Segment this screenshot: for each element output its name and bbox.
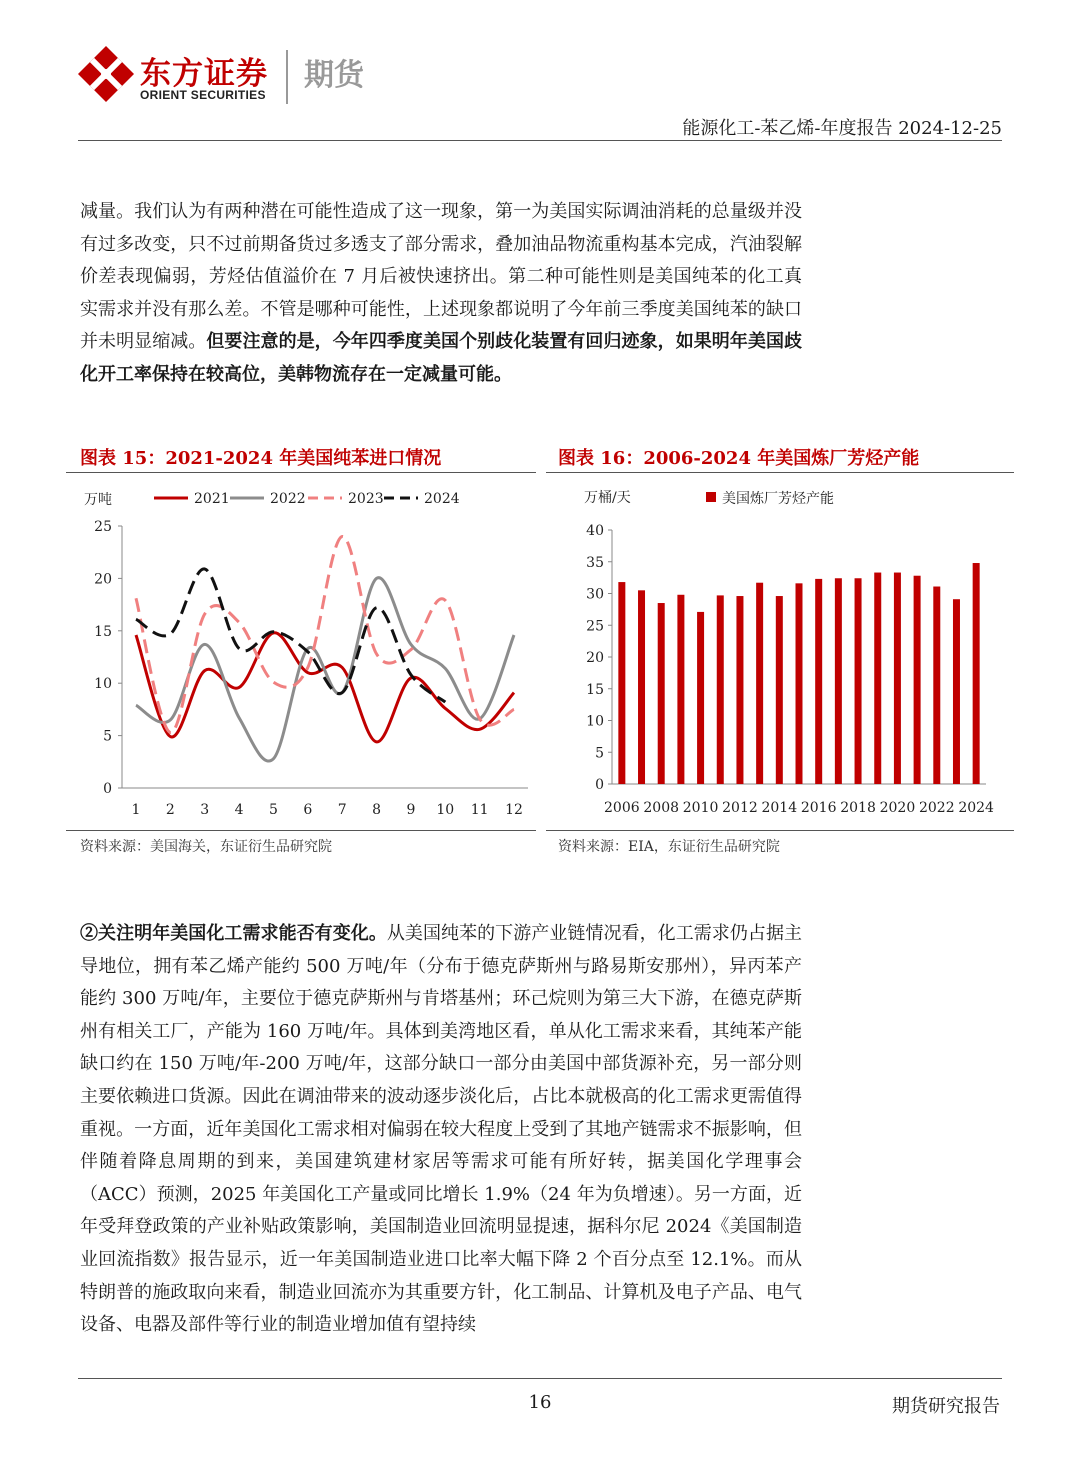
y-axis-unit-label: 万桶/天: [584, 490, 631, 506]
legend-label-2022: 2022: [270, 491, 306, 507]
x-tick-label: 2010: [682, 800, 719, 816]
bar-2011: [717, 595, 724, 784]
y-tick-label: 35: [586, 554, 604, 571]
y-tick-label: 20: [94, 571, 112, 588]
us-benzene-import-chart: [66, 476, 536, 828]
footer-label: 期货研究报告: [892, 1396, 1000, 1417]
bar-2020: [894, 573, 901, 784]
figure-16-source: 资料来源：EIA，东证衍生品研究院: [558, 839, 780, 855]
legend-label-2023: 2023: [348, 491, 384, 507]
y-tick-label: 15: [94, 623, 112, 640]
y-tick-label: 5: [103, 728, 112, 745]
y-axis-unit-label: 万吨: [84, 492, 112, 508]
x-tick-label: 6: [303, 802, 313, 818]
bar-2022: [933, 587, 940, 784]
y-tick-label: 25: [586, 618, 604, 635]
x-tick-label: 4: [234, 802, 244, 818]
bar-2016: [815, 579, 822, 784]
y-tick-label: 20: [586, 650, 604, 666]
y-tick-label: 40: [586, 523, 604, 539]
legend-label-2024: 2024: [424, 491, 460, 507]
bar-2014: [776, 596, 783, 784]
legend-swatch: [706, 492, 716, 502]
paragraph-2-heading: ②关注明年美国化工需求能否有变化。: [80, 923, 387, 944]
x-tick-label: 11: [470, 802, 489, 818]
logo-subtitle: 期货: [304, 58, 364, 93]
body-paragraph-2: [80, 918, 802, 1342]
paragraph-1-emphasis: 但要注意的是，今年四季度美国个别歧化装置有回归迹象，如果明年美国歧化开工率保持在较高位，美韩物流存在一定减量可能。: [80, 331, 802, 385]
y-tick-label: 25: [94, 519, 112, 535]
series-line-2023: [136, 536, 514, 732]
bar-2021: [914, 576, 921, 784]
body-paragraph-1: [80, 196, 802, 392]
x-tick-label: 5: [268, 802, 278, 818]
logo-separator: [286, 50, 288, 104]
bar-2018: [855, 578, 862, 784]
x-tick-label: 2006: [604, 800, 640, 816]
bar-2019: [874, 573, 881, 784]
x-tick-label: 10: [436, 802, 455, 818]
y-tick-label: 0: [595, 777, 604, 793]
x-tick-label: 2022: [918, 800, 955, 816]
x-tick-label: 2020: [879, 800, 916, 816]
bar-2017: [835, 578, 842, 784]
bar-2024: [973, 563, 980, 784]
page-number: 16: [528, 1392, 552, 1413]
bar-2006: [618, 582, 625, 784]
logo-text-cn: 东方证券: [140, 56, 268, 92]
y-tick-label: 15: [586, 681, 604, 698]
x-tick-label: 2014: [761, 800, 798, 816]
x-tick-label: 2012: [722, 800, 758, 816]
bar-2023: [953, 599, 960, 784]
series-line-2022: [136, 578, 514, 761]
figure-16-bottom-rule: [546, 830, 1014, 831]
x-tick-label: 3: [200, 802, 210, 818]
x-tick-label: 12: [505, 802, 523, 818]
figure-15-source: 资料来源：美国海关，东证衍生品研究院: [80, 839, 332, 855]
figure-16-top-rule: [546, 472, 1014, 473]
figure-15-bottom-rule: [66, 830, 536, 831]
report-header-title: 能源化工-苯乙烯-年度报告 2024-12-25: [682, 118, 1002, 139]
bar-2013: [756, 583, 763, 784]
series-line-2024: [136, 569, 445, 702]
x-tick-label: 7: [337, 802, 347, 818]
x-tick-label: 8: [372, 802, 382, 818]
x-tick-label: 1: [131, 802, 141, 818]
figure-15-top-rule: [66, 472, 536, 473]
legend-label-2021: 2021: [194, 491, 230, 507]
y-tick-label: 5: [595, 745, 604, 762]
bar-2010: [697, 612, 704, 784]
bar-2008: [658, 603, 665, 784]
bar-2009: [677, 595, 684, 784]
paragraph-2-text: 从美国纯苯的下游产业链情况看，化工需求仍占据主导地位，拥有苯乙烯产能约 500 万吨/年（分布于德克萨斯州与路易斯安那州），异丙苯产能约 300 万吨/年，主要位于德克萨斯州与肯塔基州；环己烷则为第三大下游，在德克萨斯州有相关工厂，产能为 160 万吨/年。具体到美湾地区看，单从化工需求来看，其纯苯产能缺口约在 150 万吨/年-200 万吨/年，这部分缺口一部分由美国中部货源补充，另一部分则主要依赖进口货源。因此在调油带来的波动逐步淡化后，占比本就极高的化工需求更需值得重视。一方面，近年美国化工需求相对偏弱在较大程度上受到了其地产链需求不振影响，但伴随着降息周期的到来，美国建筑建材家居等需求可能有所好转，据美国化学理事会（ACC）预测，2025 年美国化工产量或同比增长 1.9%（24 年为负增速）。另一方面，近年受拜登政策的产业补贴政策影响，美国制造业回流明显提速，据科尔尼 2024《美国制造业回流指数》报告显示，近一年美国制造业进口比率大幅下降 2 个百分点至 12.1%。而从特朗普的施政取向来看，制造业回流亦为其重要方针，化工制品、计算机及电子产品、电气设备、电器及部件等行业的制造业增加值有望持续: [80, 923, 803, 1336]
x-tick-label: 2008: [643, 800, 680, 816]
figure-16-title: 图表 16：2006-2024 年美国炼厂芳烃产能: [558, 448, 920, 469]
bar-2012: [736, 596, 743, 784]
bar-2015: [796, 583, 803, 784]
footer-divider: [78, 1378, 1002, 1379]
x-tick-label: 2: [165, 802, 175, 818]
header-divider: [78, 140, 1002, 141]
y-tick-label: 10: [94, 676, 112, 693]
x-tick-label: 2024: [958, 800, 994, 816]
us-refinery-aromatics-capacity-chart: [546, 476, 1014, 828]
bar-2007: [638, 590, 645, 784]
logo-text-en: ORIENT SECURITIES: [140, 88, 266, 102]
y-tick-label: 10: [586, 713, 604, 730]
figure-15-title: 图表 15：2021-2024 年美国纯苯进口情况: [80, 448, 442, 469]
paragraph-1-text: 减量。我们认为有两种潜在可能性造成了这一现象，第一为美国实际调油消耗的总量级并没有过多改变，只不过前期备货过多透支了部分需求，叠加油品物流重构基本完成，汽油裂解价差表现偏弱，芳烃估值溢价在 7 月后被快速挤出。第二种可能性则是美国纯苯的化工真实需求并没有那么差。不管是哪种可能性，上述现象都说明了今年前三季度美国纯苯的缺口并未明显缩减。: [80, 201, 802, 353]
y-tick-label: 0: [103, 781, 112, 797]
x-tick-label: 2018: [840, 800, 876, 816]
legend-label: 美国炼厂芳烃产能: [722, 491, 834, 507]
y-tick-label: 30: [586, 586, 604, 603]
x-tick-label: 2016: [800, 800, 837, 816]
company-logo: [76, 44, 136, 104]
x-tick-label: 9: [406, 802, 416, 818]
